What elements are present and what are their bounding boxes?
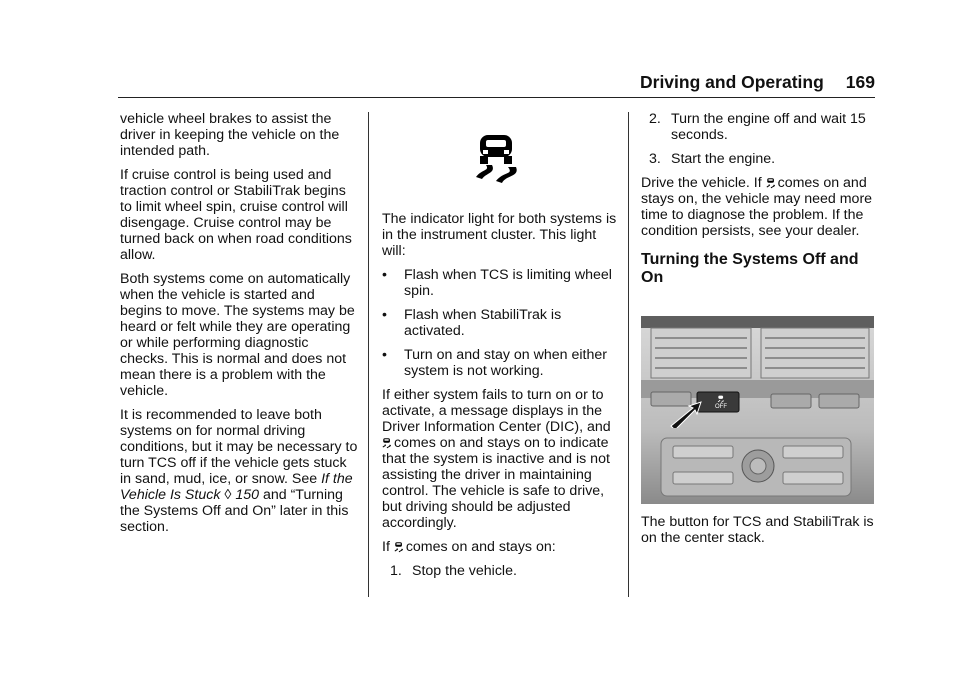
page-number: 169 [845,72,875,92]
paragraph-text: If either system fails to turn on or to activate, a message displays in the Driver Information Center (DIC), and [382,387,611,435]
cross-reference-page[interactable]: 150 [235,487,260,503]
section-title: Driving and Operating [640,72,824,92]
indicator-figure [382,111,618,211]
column-3 [641,111,877,297]
bullet-marker: • [382,347,387,363]
paragraph-text: and “Turning the Systems Off and On” later in this section. [120,487,349,535]
traction-control-icon [394,541,404,553]
paragraph [382,539,618,555]
list-item-text: Flash when StabiliTrak is activated. [404,307,562,339]
paragraph: Both systems come on automatically when the vehicle is started and begins to move. The systems may be heard or felt while they are operating or while performing diagnostic checks. This is normal and does not mean there is a problem with the vehicle. [120,271,355,399]
tcs-off-button[interactable] [707,394,735,412]
section-heading: Turning the Systems Off and On [641,251,859,286]
button-label: OFF [715,404,727,410]
paragraph-text: comes on and stays on to indicate that the system is inactive and is not assisting the driver in maintaining control. The vehicle is safe to drive, but driving should be adjusted accordingly. [382,435,610,531]
numbered-step [641,111,877,143]
header-rule [118,97,875,98]
column-divider-1 [368,112,369,597]
list-item [382,347,618,379]
step-number: 3. [649,151,661,167]
paragraph [641,175,877,239]
paragraph [382,387,618,531]
column-2 [382,111,618,587]
paragraph: If cruise control is being used and traction control or StabiliTrak begins to limit wheel spin, cruise control will disengage. Cruise control may be turned back on when road conditions allow. [120,167,352,263]
step-text: Turn the engine off and wait 15 seconds. [671,111,866,143]
center-stack-illustration [641,316,874,504]
list-item [382,267,618,299]
column-divider-2 [628,112,629,597]
bullet-marker: • [382,307,387,323]
step-text: Start the engine. [671,151,776,167]
cross-reference-link[interactable]: If the Vehicle Is Stuck [120,471,353,503]
numbered-step [641,151,877,167]
traction-control-icon [382,437,392,449]
paragraph: The indicator light for both systems is in the instrument cluster. This light will: [382,211,617,259]
traction-control-icon [717,395,725,403]
column-1 [120,111,358,543]
traction-control-icon [474,131,522,185]
numbered-step [382,563,618,579]
step-number: 1. [390,563,402,579]
paragraph: vehicle wheel brakes to assist the driver in keeping the vehicle on the intended path. [120,111,340,159]
list-item-text: Turn on and stay on when either system is not working. [404,347,607,379]
list-item-text: Flash when TCS is limiting wheel spin. [404,267,612,299]
list-item [382,307,618,339]
ref-symbol: ◊ [224,487,232,503]
center-stack-photo [641,316,874,504]
step-text: Stop the vehicle. [412,563,517,579]
paragraph [120,407,358,535]
photo-caption: The button for TCS and StabiliTrak is on the center stack. [641,514,874,546]
traction-control-icon [766,177,776,189]
paragraph-text: It is recommended to leave both systems on for normal driving conditions, but it may be necessary to turn TCS off if the vehicle gets stuck in sand, mud, ice, or snow. See [120,407,358,487]
paragraph-text: comes on and stays on: [405,539,556,555]
paragraph-text: If [382,539,394,555]
paragraph-text: Drive the vehicle. If [641,175,766,191]
bullet-marker: • [382,267,387,283]
paragraph-text: comes on and stays on, the vehicle may need more time to diagnose the problem. If the condition persists, see your dealer. [641,175,873,239]
step-number: 2. [649,111,661,127]
